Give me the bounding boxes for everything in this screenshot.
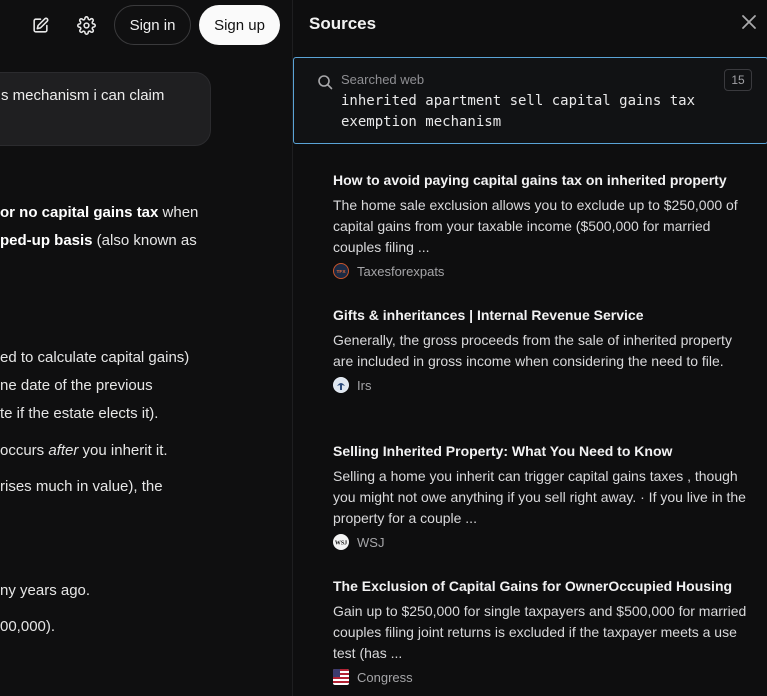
answer-line: or no capital gains tax when [0, 204, 199, 221]
search-query-box[interactable] [293, 57, 767, 144]
search-query-text: inherited apartment sell capital gains tax exemption mechanism [341, 93, 696, 130]
result-source-name: Taxesforexpats [357, 263, 445, 279]
us-flag-icon [333, 669, 349, 685]
answer-line: rises much in value), the [0, 478, 163, 495]
result-snippet: Generally, the gross proceeds from the sale of inherited property are included in gross income when considering the need to file. [333, 332, 732, 369]
sign-up-button[interactable]: Sign up [199, 5, 280, 45]
result-title[interactable]: How to avoid paying capital gains tax on inherited property [333, 172, 727, 188]
source-result[interactable] [333, 171, 753, 279]
result-title[interactable]: The Exclusion of Capital Gains for OwnerOccupied Housing [333, 578, 733, 594]
answer-line: ed to calculate capital gains) [0, 349, 190, 366]
close-icon[interactable] [741, 14, 759, 32]
result-snippet: Gain up to $250,000 for single taxpayers and $500,000 for married couples filing joint returns is excluded if the taxpayer meets a use test (has ... [333, 603, 747, 661]
user-message-bubble [0, 72, 211, 146]
result-source [333, 263, 753, 279]
result-source-name: WSJ [357, 534, 385, 550]
settings-gear-icon[interactable] [71, 10, 101, 40]
wsj-icon [333, 534, 349, 550]
results-count-badge: 15 [724, 69, 752, 91]
answer-line: ne date of the previous [0, 377, 153, 394]
result-source-name: Congress [357, 669, 413, 685]
result-title[interactable]: Selling Inherited Property: What You Need to Know [333, 443, 673, 459]
top-bar [0, 0, 292, 50]
source-result[interactable] [333, 577, 753, 685]
answer-line: te if the estate elects it). [0, 405, 159, 422]
new-chat-edit-icon[interactable] [25, 10, 55, 40]
result-source [333, 534, 753, 550]
result-snippet: Selling a home you inherit can trigger capital gains taxes , though you might not owe anything if you sell right away. · If you live in the property for a couple ... [333, 468, 746, 526]
result-source [333, 669, 753, 685]
svg-text:WSJ: WSJ [334, 540, 348, 547]
result-snippet: The home sale exclusion allows you to exclude up to $250,000 of capital gains from your taxable income ($500,000 for married couples filing ... [333, 197, 738, 255]
source-result[interactable] [333, 306, 753, 393]
source-result[interactable] [333, 442, 753, 550]
result-source-name: Irs [357, 377, 372, 393]
svg-text:TFX: TFX [336, 270, 346, 276]
search-icon [317, 74, 333, 90]
sources-panel [292, 0, 767, 696]
irs-eagle-icon [333, 377, 349, 393]
sign-in-button[interactable]: Sign in [114, 5, 191, 45]
answer-line: 00,000). [0, 618, 56, 635]
answer-line: ped-up basis (also known as [0, 232, 197, 249]
chat-pane [0, 0, 292, 696]
answer-line: ny years ago. [0, 582, 91, 599]
user-message-text: s mechanism i can claim [1, 87, 165, 104]
sources-title: Sources [309, 14, 377, 33]
tfx-icon [333, 263, 349, 279]
result-title[interactable]: Gifts & inheritances | Internal Revenue Service [333, 307, 644, 323]
answer-line: occurs after you inherit it. [0, 442, 168, 459]
result-source [333, 377, 753, 393]
search-label: Searched web [341, 72, 425, 87]
